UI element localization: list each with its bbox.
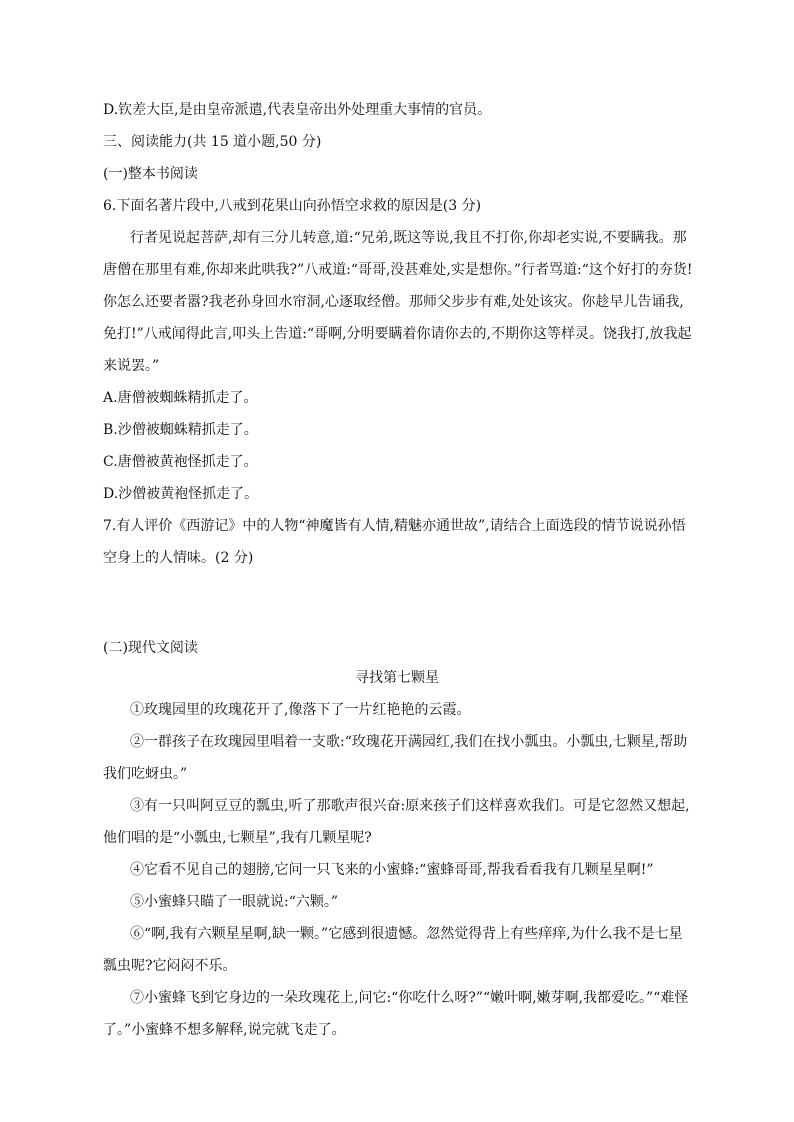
paragraph-7: 了。”小蜜蜂不想多解释,说完就飞走了。 — [103, 1022, 346, 1038]
option-b: B.沙僧被蜘蛛精抓走了。 — [103, 422, 258, 438]
paragraph-3: ③有一只叫阿豆豆的瓢虫,听了那歌声很兴奋:原来孩子们这样喜欢我们。可是它忽然又想起, — [130, 798, 690, 814]
section-heading: 三、阅读能力(共 15 道小题,50 分) — [103, 134, 322, 150]
excerpt-line: 行者见说起菩萨,却有三分儿转意,道:“兄弟,既这等说,我且不打你,你却老实说,不要瞒我。那 — [130, 230, 687, 246]
subsection-heading: (二)现代文阅读 — [103, 640, 198, 656]
option-c: C.唐僧被黄袍怪抓走了。 — [103, 454, 258, 470]
article-title: 寻找第七颗星 — [355, 670, 439, 686]
paragraph-2: 我们吃蚜虫。” — [103, 766, 188, 782]
question-7: 空身上的人情味。(2 分) — [103, 550, 254, 566]
question-6: 6.下面名著片段中,八戒到花果山向孙悟空求救的原因是(3 分) — [103, 198, 482, 214]
paragraph-1: ①玫瑰园里的玫瑰花开了,像落下了一片红艳艳的云霞。 — [130, 702, 471, 718]
paragraph-6: ⑥“啊,我有六颗星星啊,缺一颗。”它感到很遗憾。忽然觉得背上有些痒痒,为什么我不是七星 — [130, 926, 683, 942]
option-a: A.唐僧被蜘蛛精抓走了。 — [103, 390, 258, 406]
excerpt-line: 免打!”八戒闻得此言,叩头上告道:“哥啊,分明要瞒着你请你去的,不期你这等样灵。饶我打,放我起 — [103, 326, 692, 342]
paragraph-6: 瓢虫呢?它闷闷不乐。 — [103, 958, 237, 974]
subsection-heading: (一)整本书阅读 — [103, 166, 198, 182]
question-7: 7.有人评价《西游记》中的人物“神魔皆有人情,精魅亦通世故”,请结合上面选段的情节说说孙悟 — [103, 518, 686, 534]
excerpt-line: 你怎么还要者嚣?我老孙身回水帘洞,心逐取经僧。那师父步步有难,处处该灾。你趁早儿告诵我, — [103, 294, 684, 310]
paragraph-4: ④它看不见自己的翅膀,它问一只飞来的小蜜蜂:“蜜蜂哥哥,帮我看看我有几颗星星啊!” — [130, 862, 654, 878]
excerpt-line: 唐僧在那里有难,你却来此哄我?”八戒道:“哥哥,没甚难处,实是想你。”行者骂道:“这个好打的夯货! — [103, 262, 693, 278]
excerpt-line: 来说罢。” — [103, 358, 160, 374]
paragraph-2: ②一群孩子在玫瑰园里唱着一支歌:“玫瑰花开满园红,我们在找小瓢虫。小瓢虫,七颗星,帮助 — [130, 734, 688, 750]
option-d: D.沙僧被黄袍怪抓走了。 — [103, 486, 259, 502]
option-d-previous: D.钦差大臣,是由皇帝派遣,代表皇帝出外处理重大事情的官员。 — [103, 102, 492, 118]
paragraph-5: ⑤小蜜蜂只瞄了一眼就说:“六颗。” — [130, 894, 339, 910]
paragraph-7: ⑦小蜜蜂飞到它身边的一朵玫瑰花上,问它:“你吃什么呀?”“嫩叶啊,嫩芽啊,我都爱吃。”“难怪 — [130, 990, 689, 1006]
paragraph-3: 他们唱的是“小瓢虫,七颗星”,我有几颗星呢? — [103, 830, 372, 846]
